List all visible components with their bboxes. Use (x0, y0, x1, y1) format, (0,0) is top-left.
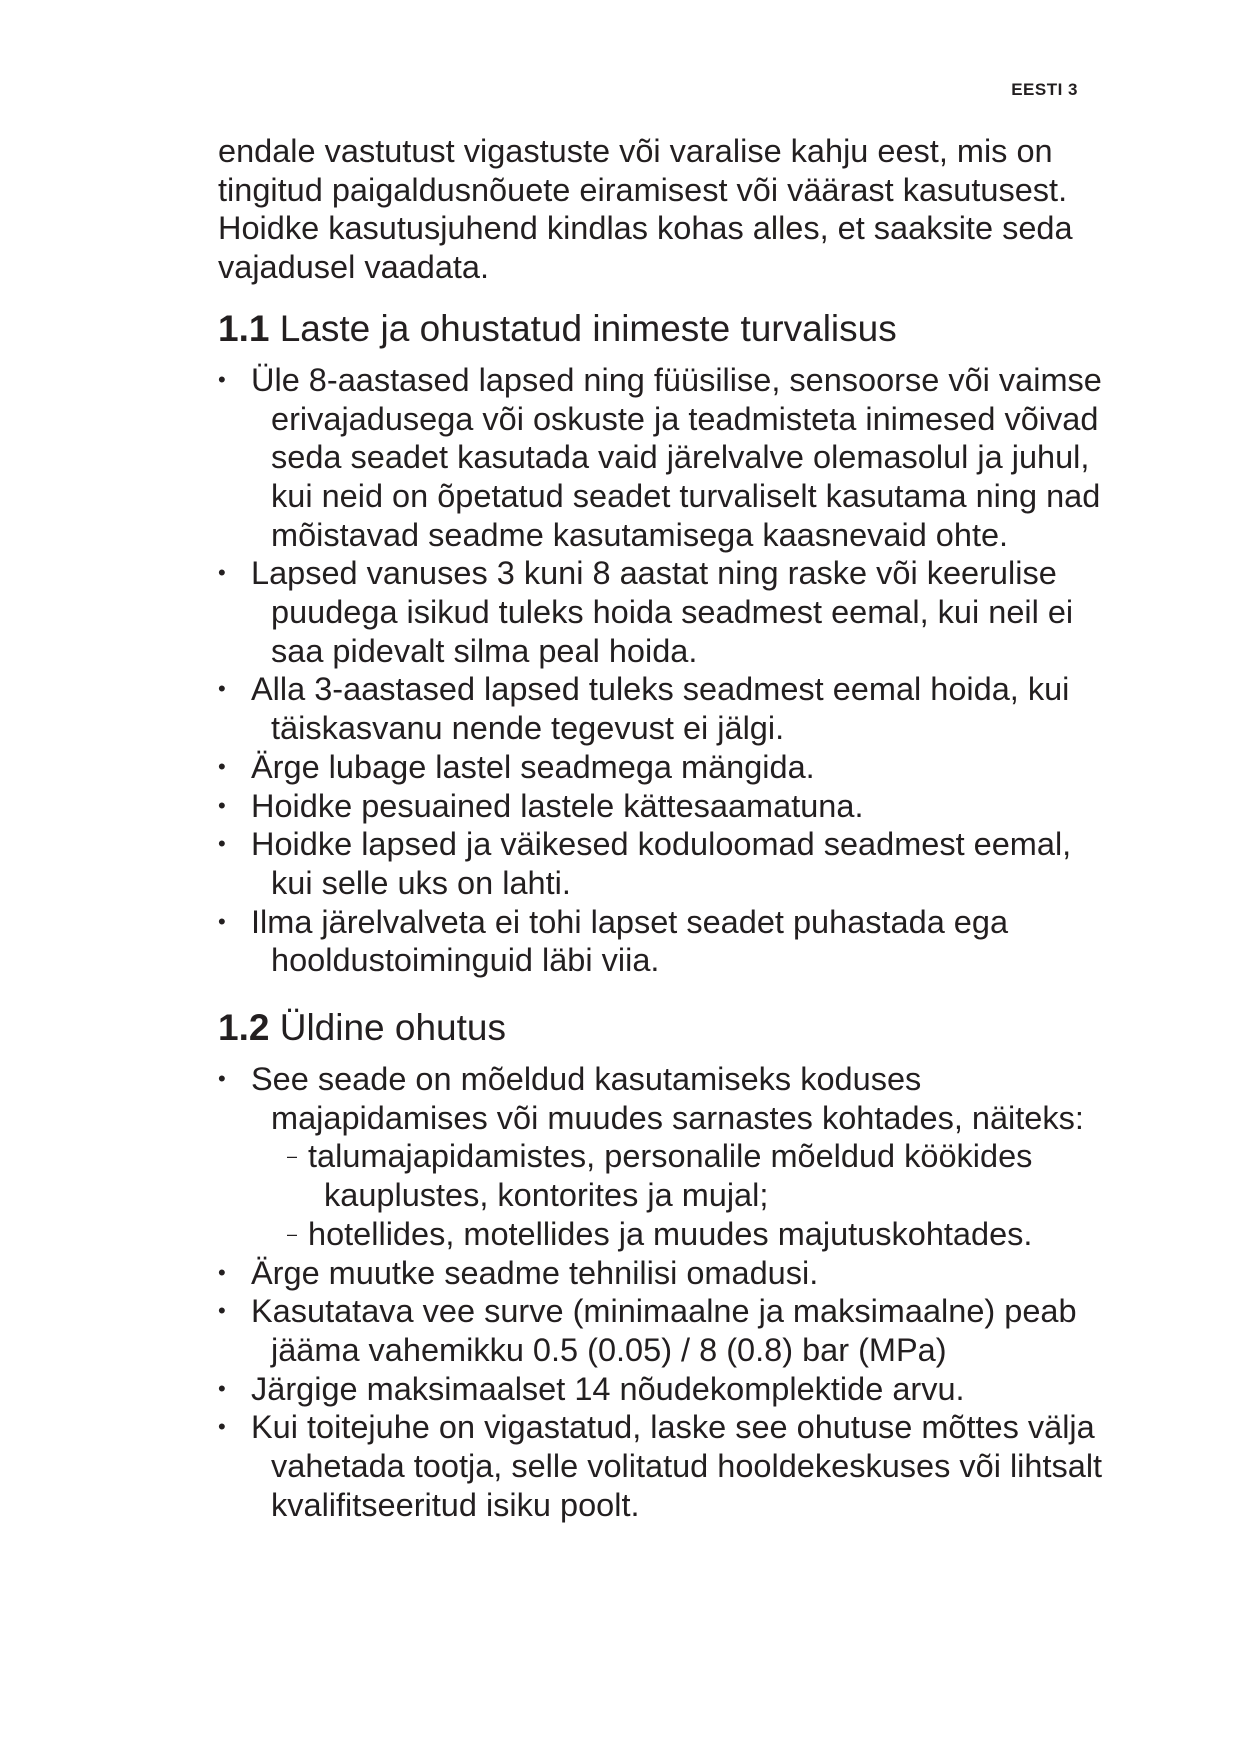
manual-page-content (218, 132, 1118, 1525)
sub-list-item: – talumajapidamistes, personalile mõeldud köökides kauplustes, kontorites ja mujal; (287, 1137, 1118, 1214)
sub-list (251, 1137, 1118, 1253)
list-item: • Kui toitejuhe on vigastatud, laske see ohutuse mõttes välja vahetada tootja, selle volitatud hooldekeskuses või lihtsalt kvalifitseeritud isiku poolt. (218, 1408, 1118, 1524)
list-item: • Ärge lubage lastel seadmega mängida. (218, 748, 1118, 787)
section-heading-child-safety (218, 307, 1118, 351)
list-item: • Lapsed vanuses 3 kuni 8 aastat ning raske või keerulise puudega isikud tuleks hoida seadmest eemal, kui neil ei saa pidevalt silma peal hoida. (218, 554, 1118, 670)
list-item: • Järgige maksimaalset 14 nõudekomplektide arvu. (218, 1370, 1118, 1409)
section-title-text: Laste ja ohustatud inimeste turvalisus (279, 307, 897, 349)
section-title-text: Üldine ohutus (279, 1007, 506, 1049)
list-item: • Üle 8-aastased lapsed ning füüsilise, sensoorse või vaimse erivajadusega või oskuste ja teadmisteta inimesed võivad seda seadet kasutada vaid järelvalve olemasolul ja juhul, kui neid on õpetatud seadet turvaliselt kasutama ning nad mõistavad seadme kasutamisega kaasnevaid ohte. (218, 361, 1118, 555)
child-safety-list (218, 361, 1118, 980)
list-item: • Kasutatava vee surve (minimaalne ja maksimaalne) peab jääma vahemikku 0.5 (0.05) / 8 (0.8) bar (MPa) (218, 1292, 1118, 1369)
section-heading-general-safety (218, 1006, 1118, 1050)
section-number: 1.2 (218, 1007, 270, 1049)
list-item: • See seade on mõeldud kasutamiseks koduses majapidamises või muudes sarnastes kohtades, näiteks: – talumajapidamistes, personalile mõeldud köökides kauplustes, kontorites ja mujal; – hotellides, motellides ja muudes majutuskohtades. (218, 1060, 1118, 1254)
list-item: • Ilma järelvalveta ei tohi lapset seadet puhastada ega hooldustoiminguid läbi viia. (218, 903, 1118, 980)
list-item: • Hoidke lapsed ja väikesed koduloomad seadmest eemal, kui selle uks on lahti. (218, 825, 1118, 902)
list-item: • Alla 3-aastased lapsed tuleks seadmest eemal hoida, kui täiskasvanu nende tegevust ei jälgi. (218, 670, 1118, 747)
section-number: 1.1 (218, 307, 270, 349)
list-item: • Hoidke pesuained lastele kättesaamatuna. (218, 787, 1118, 826)
page-number-label: EESTI 3 (1011, 80, 1078, 99)
sub-list-item: – hotellides, motellides ja muudes majutuskohtades. (287, 1215, 1118, 1254)
list-item: • Ärge muutke seadme tehnilisi omadusi. (218, 1254, 1118, 1293)
general-safety-list (218, 1060, 1118, 1524)
intro-paragraph: endale vastutust vigastuste või varalise kahju eest, mis on tingitud paigaldusnõuete eiramisest või väärast kasutusest. Hoidke kasutusjuhend kindlas kohas alles, et saaksite seda vajadusel vaadata. (218, 133, 1073, 286)
